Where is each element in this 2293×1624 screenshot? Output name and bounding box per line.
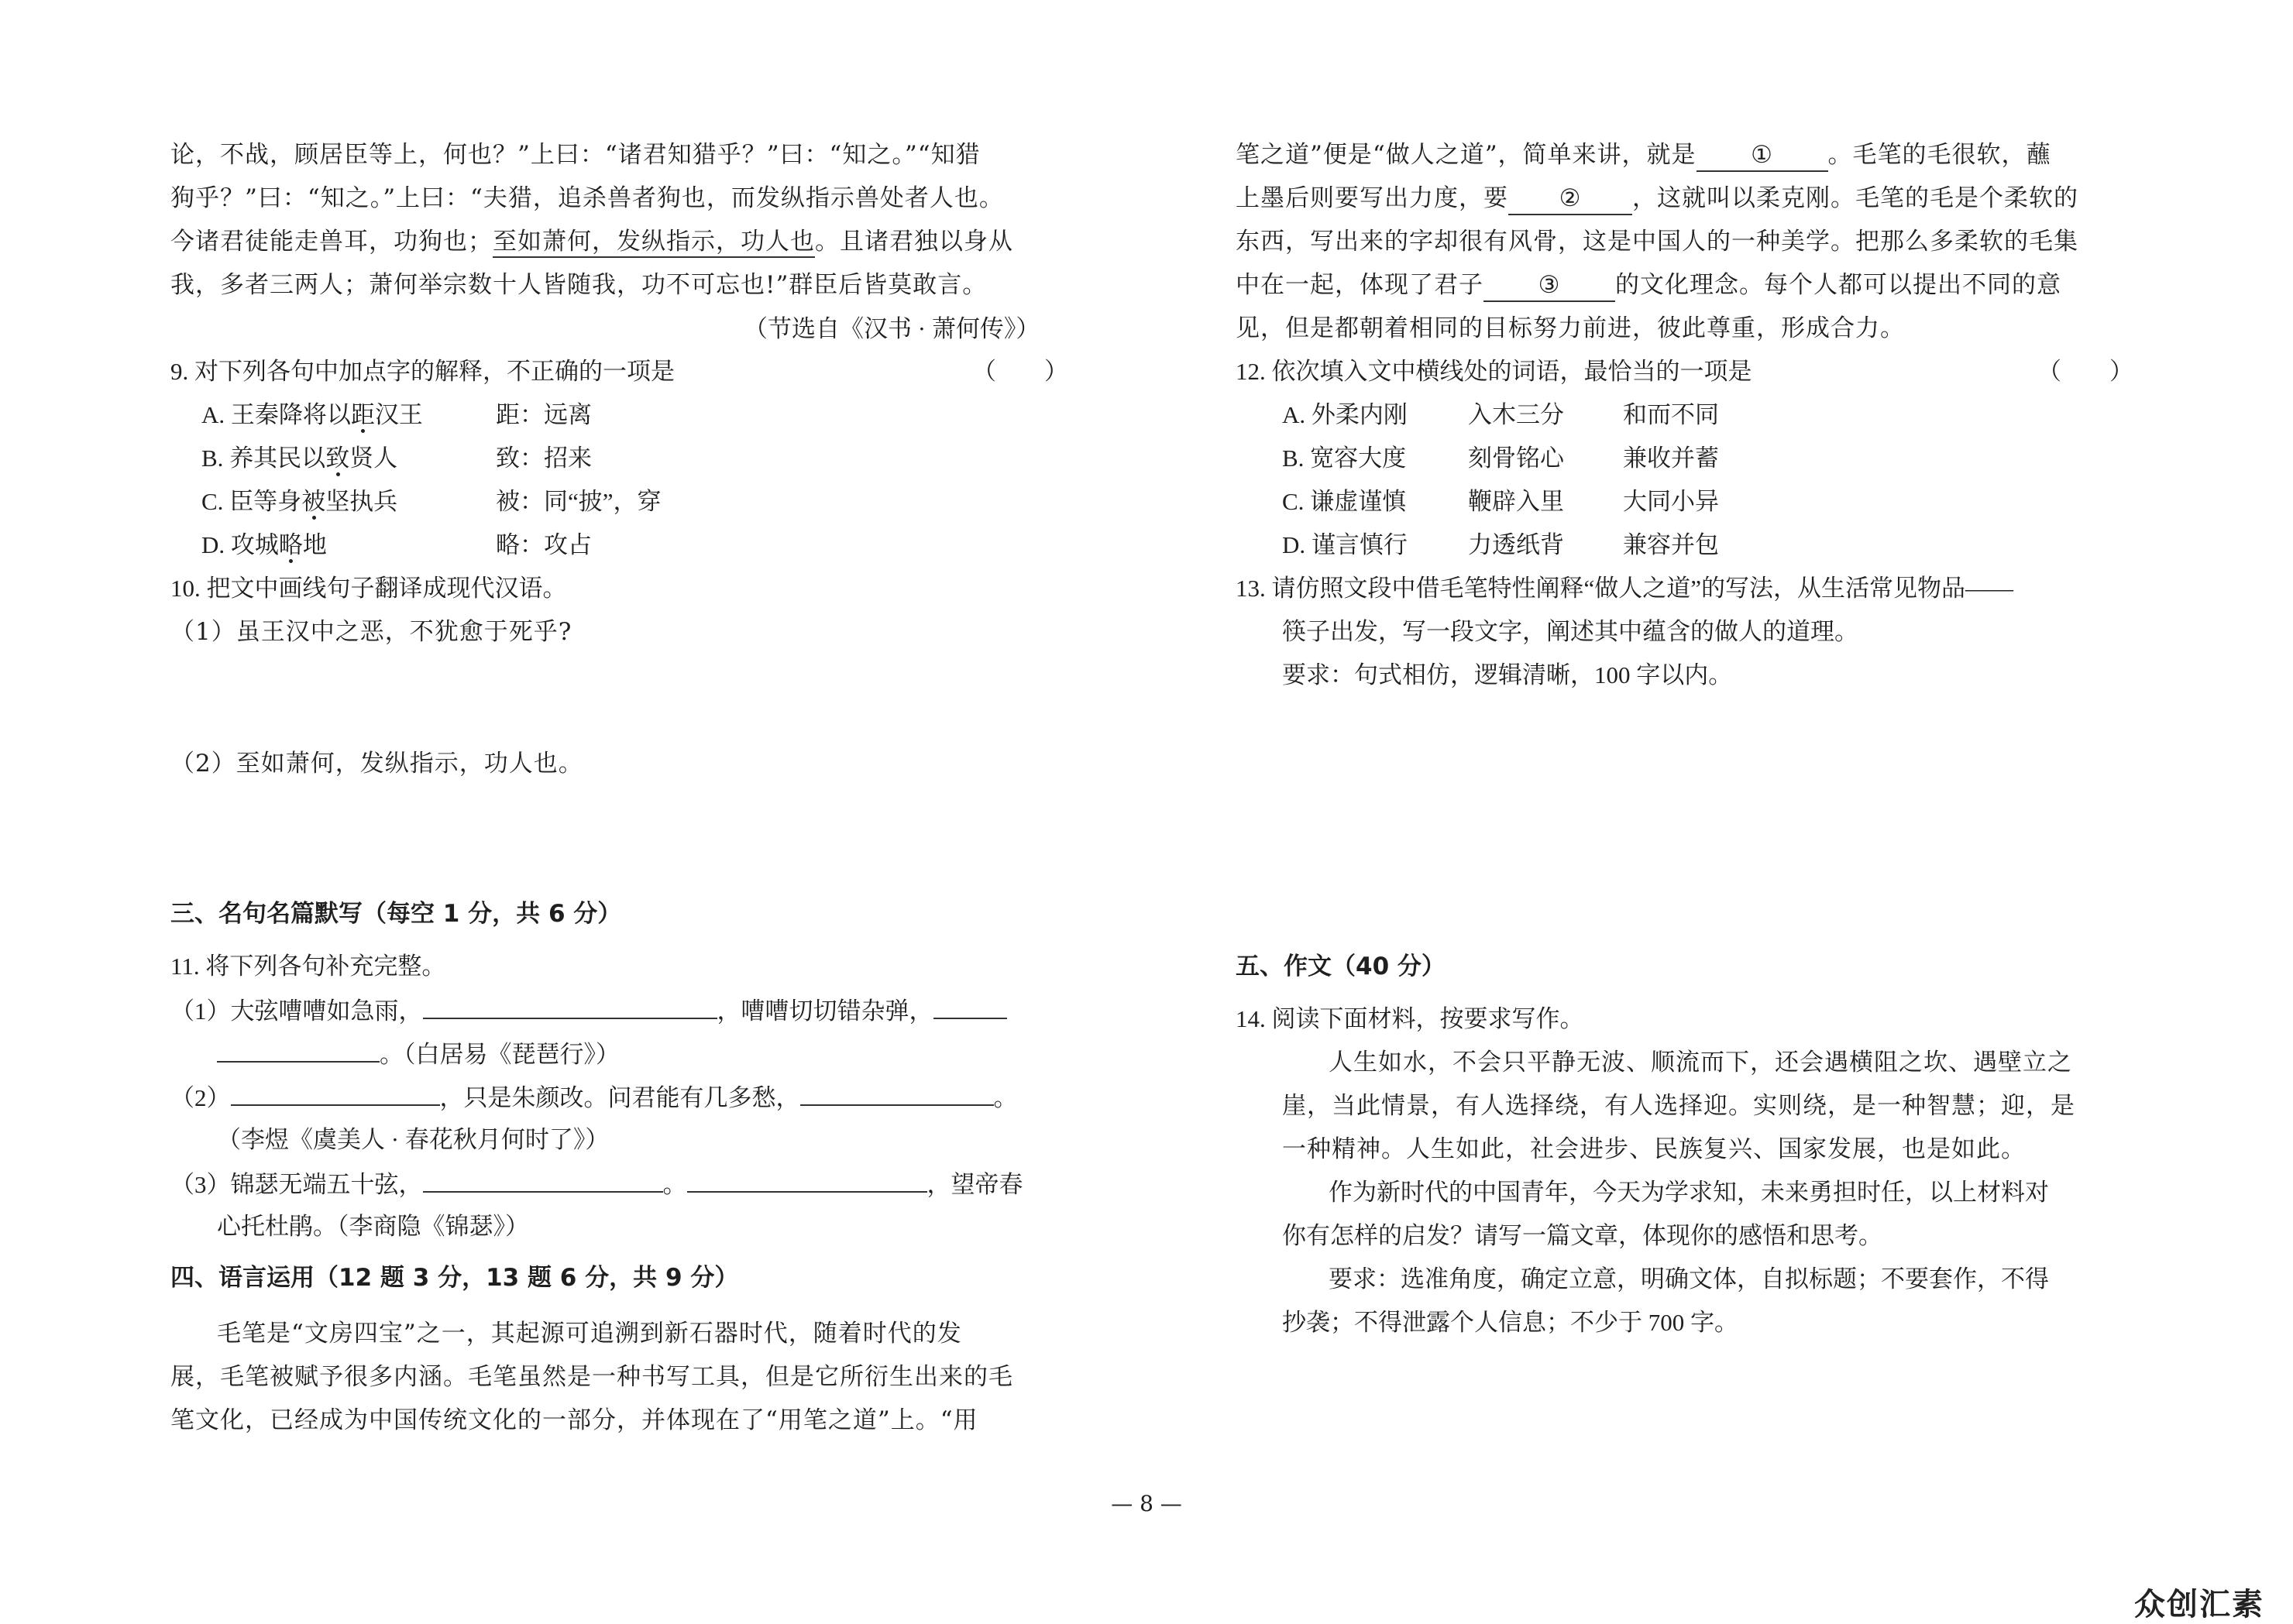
q13-stem-cont: 筷子出发，写一段文字，阐述其中蕴含的做人的道理。 [1282, 618, 1858, 645]
q12-stem: 12. 依次填入文中横线处的词语，最恰当的一项是 [1236, 358, 1752, 385]
q11-item-1-cont: 。（白居易《琵琶行》） [217, 1038, 620, 1069]
material-line-2: 崖，当此情景，有人选择绕，有人选择迎。实则绕，是一种智慧；迎，是 [1282, 1092, 2075, 1120]
passage-text: 。且诸君独以身从 [815, 228, 1013, 256]
sec4-para-line-2: 展，毛笔被赋予很多内涵。毛笔虽然是一种书写工具，但是它所衍生出来的毛 [170, 1363, 1013, 1391]
passage-line-4: 我，多者三两人；萧何举宗数十人皆随我，功不可忘也!”群臣后皆莫敢言。 [170, 271, 988, 299]
left-column [170, 0, 1068, 1622]
passage-line-3 [170, 226, 1013, 257]
answer-blank[interactable] [423, 1168, 663, 1193]
passage-line-2: 狗乎？”曰：“知之。”上曰：“夫猎，追杀兽者狗也，而发纵指示兽处者人也。 [170, 184, 1004, 212]
q11-item-3-cont: 心托杜鹃。（李商隐《锦瑟》） [217, 1213, 529, 1240]
q14-stem: 14. 阅读下面材料，按要求写作。 [1236, 1005, 1584, 1032]
material-line-1: 人生如水，不会只平静无波、顺流而下，还会遇横阻之坎、遇壁立之 [1329, 1049, 2072, 1076]
q11-item-2-source: （李煜《虞美人 · 春花秋月何时了》） [217, 1126, 610, 1153]
task-line-1: 作为新时代的中国青年，今天为学求知，未来勇担时任，以上材料对 [1329, 1179, 2049, 1206]
passage-line-1: 论，不战，顾居臣等上，何也？”上曰：“诸君知猎乎？”曰：“知之。”“知猎 [170, 141, 981, 169]
sec4-para-line-8: 见，但是都朝着相同的目标努力前进，彼此尊重，形成合力。 [1236, 314, 1905, 342]
q13-requirement: 要求：句式相仿，逻辑清晰，100 字以内。 [1282, 661, 1733, 688]
blank-2[interactable]: ② [1508, 183, 1632, 215]
section-5-title: 五、作文（40 分） [1236, 953, 1446, 980]
q9-option-a-explanation: 距：远离 [496, 401, 592, 428]
q11-item-1: （1）大弦嘈嘈如急雨， ，嘈嘈切切错杂弹， [170, 994, 1007, 1025]
passage-text: 今诸君徒能走兽耳，功狗也； [170, 228, 493, 256]
q9-option-c[interactable]: C. 臣等身被坚执兵 [201, 488, 398, 515]
q12-option-a[interactable]: A. 外柔内刚 入木三分 和而不同 [1282, 401, 1719, 428]
q9-option-b-explanation: 致：招来 [496, 445, 592, 472]
q9-option-c-explanation: 被：同“披”，穿 [496, 488, 662, 515]
q10-stem: 10. 把文中画线句子翻译成现代汉语。 [170, 575, 567, 602]
answer-blank[interactable] [217, 1038, 380, 1063]
q11-item-3: （3）锦瑟无端五十弦， 。 ，望帝春 [170, 1168, 1023, 1199]
q9-answer-paren: （ ） [972, 358, 1068, 385]
answer-blank[interactable] [800, 1081, 994, 1106]
section-4-title: 四、语言运用（12 题 3 分，13 题 6 分，共 9 分） [170, 1264, 739, 1292]
q9-option-d[interactable]: D. 攻城略地 [201, 531, 327, 558]
q11-stem: 11. 将下列各句补充完整。 [170, 953, 446, 980]
answer-blank[interactable] [933, 994, 1007, 1019]
q11-item-2: （2） ，只是朱颜改。问君能有几多愁， 。 [170, 1081, 1018, 1112]
q10-sentence-1: （1）虽王汉中之恶，不犹愈于死乎? [170, 618, 572, 646]
sec4-para-line-7: 中在一起，体现了君子 ③ 的文化理念。每个人都可以提出不同的意 [1236, 270, 2061, 300]
page-number: — 8 — [1111, 1491, 1182, 1516]
sec4-para-line-3: 笔文化，已经成为中国传统文化的一部分，并体现在了“用笔之道”上。“用 [170, 1406, 978, 1434]
watermark-logo: 众创汇素 [2134, 1587, 2264, 1622]
requirement-line-1: 要求：选准角度，确定立意，明确文体，自拟标题；不要套作，不得 [1329, 1265, 2049, 1293]
q12-option-b[interactable]: B. 宽容大度 刻骨铭心 兼收并蓄 [1282, 445, 1719, 472]
q9-stem: 9. 对下列各句中加点字的解释，不正确的一项是 [170, 358, 675, 385]
answer-blank[interactable] [231, 1081, 440, 1106]
q12-answer-paren: （ ） [2037, 358, 2133, 385]
q13-stem: 13. 请仿照文段中借毛笔特性阐释“做人之道”的写法，从生活常见物品—— [1236, 575, 2014, 602]
q12-option-d[interactable]: D. 谨言慎行 力透纸背 兼容并包 [1282, 531, 1719, 558]
material-line-3: 一种精神。人生如此，社会进步、民族复兴、国家发展，也是如此。 [1282, 1135, 2026, 1163]
answer-blank[interactable] [423, 994, 717, 1019]
q9-option-a[interactable]: A. 王秦降将以距汉王 [201, 401, 423, 428]
sec4-para-line-5: 上墨后则要写出力度，要 ② ，这就叫以柔克刚。毛笔的毛是个柔软的 [1236, 183, 2078, 214]
blank-1[interactable]: ① [1697, 139, 1828, 172]
sec4-para-line-4: 笔之道”便是“做人之道”，简单来讲，就是 ① 。毛笔的毛很软，蘸 [1236, 139, 2051, 170]
q9-option-b[interactable]: B. 养其民以致贤人 [201, 445, 398, 472]
q12-option-c[interactable]: C. 谦虚谨慎 鞭辟入里 大同小异 [1282, 488, 1719, 515]
source-citation: （节选自《汉书 · 萧何传》） [744, 315, 1040, 342]
answer-blank[interactable] [687, 1168, 927, 1193]
sec4-para-line-1: 毛笔是“文房四宝”之一，其起源可追溯到新石器时代，随着时代的发 [217, 1320, 962, 1348]
section-3-title: 三、名句名篇默写（每空 1 分，共 6 分） [170, 900, 622, 928]
underlined-sentence: 至如萧何，发纵指示，功人也 [493, 228, 815, 258]
requirement-line-2: 抄袭；不得泄露个人信息；不少于 700 字。 [1282, 1309, 1738, 1336]
blank-3[interactable]: ③ [1483, 270, 1615, 302]
sec4-para-line-6: 东西，写出来的字却很有风骨，这是中国人的一种美学。把那么多柔软的毛集 [1236, 228, 2078, 256]
q10-sentence-2: （2）至如萧何，发纵指示，功人也。 [170, 750, 583, 778]
task-line-2: 你有怎样的启发？请写一篇文章，体现你的感悟和思考。 [1282, 1222, 1882, 1249]
q9-option-d-explanation: 略：攻占 [496, 531, 592, 558]
right-column [1236, 0, 2133, 1622]
